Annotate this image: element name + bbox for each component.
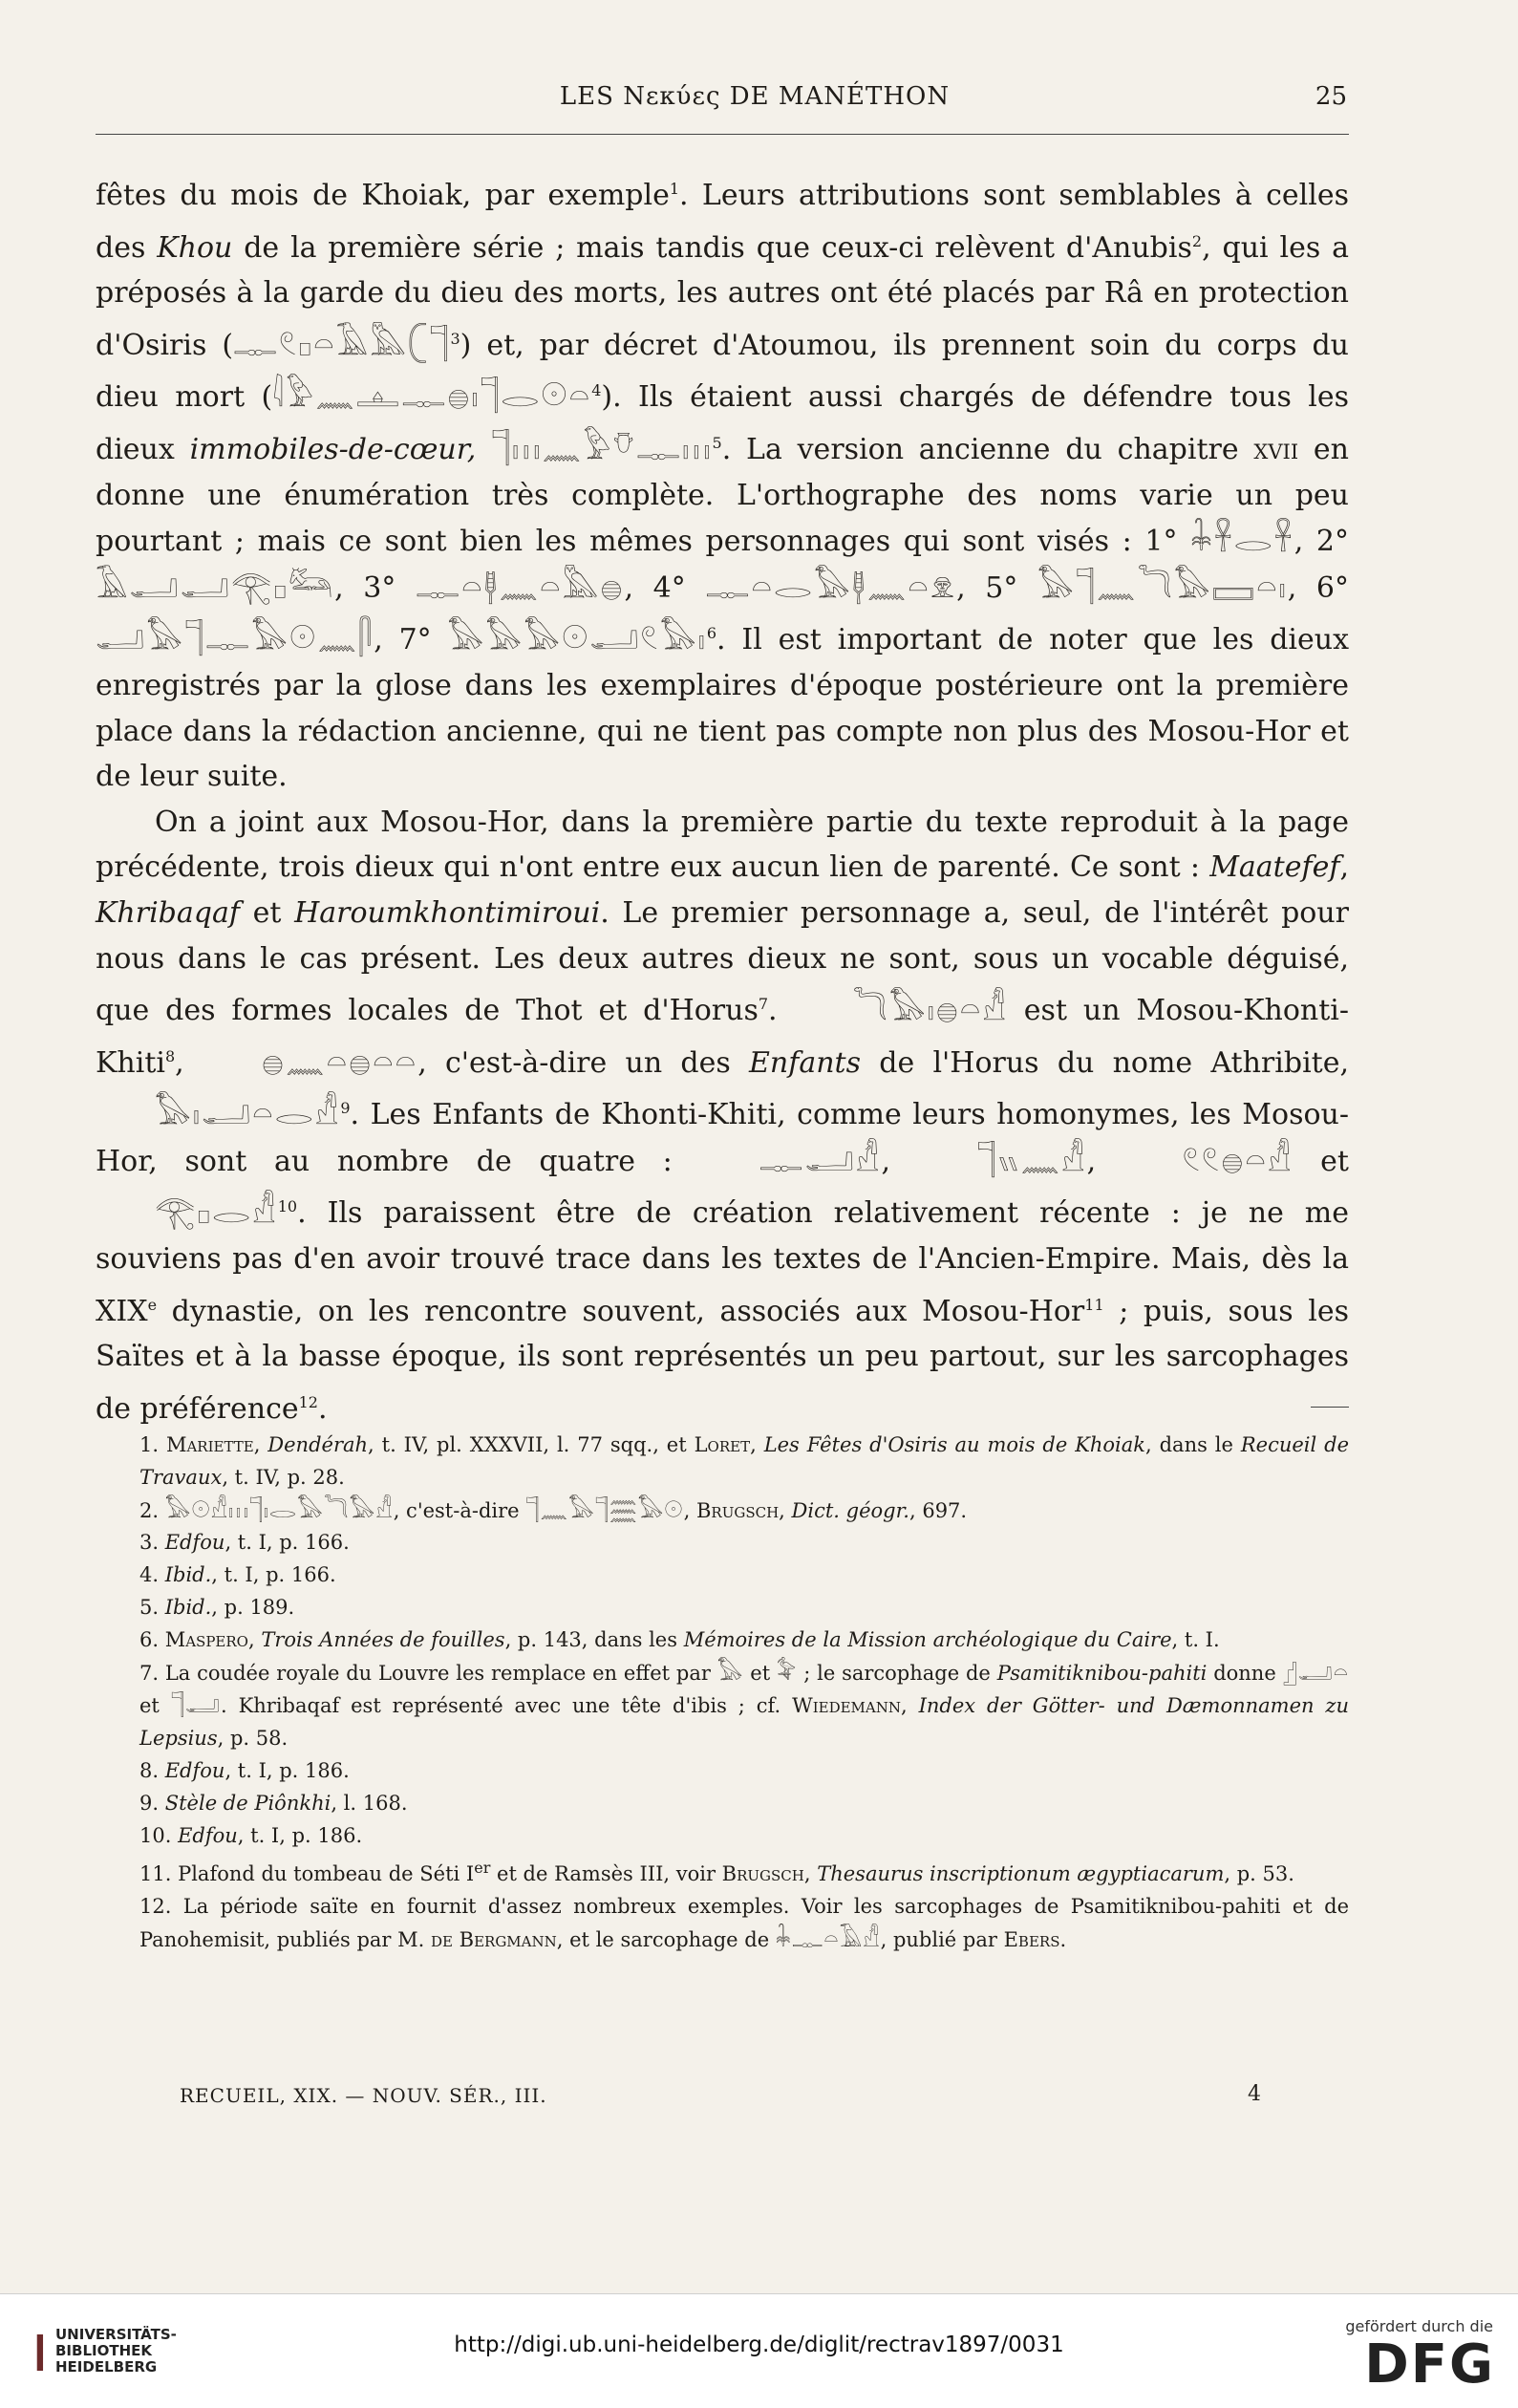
hieroglyph-group: 𓆓𓅃𓏤𓐍𓏏𓀭 [852, 990, 1008, 1029]
footnote-3: 3. Edfou, t. I, p. 166. [139, 1531, 350, 1555]
footnote-10: 10. Edfou, t. I, p. 186. [139, 1823, 363, 1847]
footnote-9: 9. Stèle de Piônkhi, l. 168. [139, 1791, 408, 1815]
footnote-5: 5. Ibid., p. 189. [139, 1595, 295, 1619]
footnote-ref: 7 [758, 995, 769, 1014]
permalink-url[interactable]: http://digi.ub.uni-heidelberg.de/diglit/rectrav1897/0031 [454, 2333, 1064, 2357]
hieroglyph-group: 𓅃𓏤𓂝𓏏𓂋𓀭 [155, 1094, 341, 1133]
chapter-number: xvii [1253, 432, 1299, 466]
footnote-11: 11. Plafond du tombeau de Séti Ier et de Ramsès III, voir Brugsch, Thesaurus inscriptionum ægyptiacarum, p. 53. [139, 1859, 1294, 1886]
hieroglyph-group: 𓇓𓊃𓏏𓄿𓀭 [775, 1924, 881, 1952]
footnote-12: 12. La période saïte en fournit d'assez nombreux exemples. Voir les sarcophages de Psamitiknibou-pahiti et de Panohemisit, publiés par M. de Bergmann, et le sarcophage de 𓇓𓊃𓏏𓄿𓀭, publié par Ebers. [96, 1891, 1349, 1957]
dfg-logo: DFG [1364, 2333, 1495, 2396]
hieroglyph-group: 𓊃𓏲𓊪𓏏𓄿𓅓𓍹𓊹 [233, 324, 451, 363]
hieroglyph-group: 𓅃𓊹𓈖𓆓𓅃𓈙𓏏𓏤 [1037, 567, 1288, 606]
hieroglyph-group: 𓅃𓅃𓅃𓇳𓂝𓏲𓅃𓏤 [447, 619, 707, 658]
paragraph-1: fêtes du mois de Khoiak, par exemple$^1$. Leurs attributions sont semblables à celles des Khou de la première série ; mais tandis que ceux-ci relèvent d'Anubis$^2$, qui les a préposés à la garde du dieu des morts, les autres ont été placés par Râ en protection d'Osiris (𓊃𓏲𓊪𓏏𓄿𓅓𓍹𓊹$^3$) et, par décret d'Atoumou, ils prennent soin du corps du dieu mort (𓇋𓅱𓈖𓊵𓊃𓐍𓏤𓊹𓂋𓇳𓏏$^4$). Ils étaient aussi chargés de défendre tous les dieux immobiles-de-cœur, 𓊹𓏥𓈖𓅱𓄣𓊃𓏥$^5$. La version ancienne du chapitre xvii en donne une énumération très complète. L'orthographe des noms varie un peu pourtant ; mais ce sont bien les mêmes personnages qui sont visés : 1° 𓇓𓋹𓂋𓋹, 2° 𓄿𓂝𓂝𓂀𓊪𓃛, 3° 𓊃𓏏𓊢𓈖𓏏𓅓𓐍, 4° 𓊃𓏏𓂋𓅃𓊢𓈖𓏏𓁷, 5° 𓅃𓊹𓈖𓆓𓅃𓈙𓏏𓏤, 6° 𓂝𓅃𓊹𓊃𓅃𓇳𓈖𓋴, 7° 𓅃𓅃𓅃𓇳𓂝𓏲𓅃𓏤$^6$. Il est important de noter que les dieux enregistrés par la glose dans les exemplaires d'époque postérieure ont la première place dans la rédaction ancienne, qui ne tient pas compte non plus des Mosou-Hor et de leur suite. [96, 179, 1350, 794]
digitization-footer [0, 2293, 1518, 2408]
term-immobiles: immobiles-de-cœur, [189, 432, 477, 466]
term-enfants: Enfants [749, 1045, 861, 1080]
footnote-rule [1311, 1407, 1349, 1408]
god-name: Haroumkhontimiroui [294, 895, 601, 930]
hieroglyph-group: 𓄿𓂝𓂝𓂀𓊪𓃛 [96, 567, 335, 606]
library-seal-icon: ❙ [25, 2329, 55, 2371]
hieroglyph-group: 𓅃𓇳𓀭𓏥𓊹𓏤𓂋𓅃𓆓𓅃𓀭 [164, 1495, 394, 1523]
funded-by-label: gefördert durch die [1345, 2317, 1493, 2335]
main-text [96, 166, 1349, 1431]
hieroglyph-group: 𓊨𓂝𓏏 [1282, 1658, 1349, 1686]
hieroglyph-group: 𓊹𓈖𓅃𓊹𓈗𓅃𓇳 [525, 1495, 684, 1523]
footnote-ref: 5 [712, 433, 722, 452]
footnote-ref: 8 [164, 1046, 176, 1065]
footnote-6: 6. Maspero, Trois Années de fouilles, p. 143, dans les Mémoires de la Mission archéologique du Caire, t. I. [139, 1627, 1220, 1651]
hieroglyph-group: 𓐍𓈖𓏏𓐍𓏏𓏏 [261, 1042, 418, 1081]
god-name: Maatefef [1209, 850, 1340, 885]
running-title: LES Νεκύες DE MANÉTHON [559, 82, 951, 111]
god-name: Khribaqaf [96, 895, 240, 930]
footnote-ref: 12 [298, 1392, 318, 1411]
hieroglyph-group: 𓊃𓂝𓀭 [759, 1140, 882, 1179]
footnote-1: 1. Mariette, Dendérah, t. IV, pl. XXXVII, l. 77 sqq., et Loret, Les Fêtes d'Osiris au mois de Khoiak, dans le Recueil de Travaux, t. IV, p. 28. [139, 1433, 1350, 1489]
footnote-8: 8. Edfou, t. I, p. 186. [139, 1758, 350, 1782]
hieroglyph-group: 𓊹𓏥𓈖𓅱𓄣𓊃𓏥 [491, 428, 713, 467]
term-khou: Khou [157, 230, 233, 265]
footnote-ref: 1 [669, 180, 680, 198]
page-number: 25 [1315, 82, 1347, 111]
footnote-ref: 11 [1084, 1295, 1104, 1314]
footnote-ref: 9 [340, 1099, 351, 1118]
footnote-7: 7. La coudée royale du Louvre les remplace en effet par 𓅃 et 𓅝 ; le sarcophage de Psamitiknibou-pahiti donne 𓊨𓂝𓏏 et 𓊹𓂝. Khribaqaf est représenté avec une tête d'ibis ; cf. Wiedemann, Index der Götter- und Dæmonnamen zu Lepsius, p. 58. [139, 1658, 1350, 1751]
paragraph-2: On a joint aux Mosou-Hor, dans la première partie du texte reproduit à la page précédente, trois dieux qui n'ont entre eux aucun lien de parenté. Ce sont : Maatefef, Khribaqaf et Haroumkhontimiroui. Le premier personnage a, seul, de l'intérêt pour nous dans le cas présent. Les deux autres dieux ne sont, sous un vocable déguisé, que des formes locales de Thot et d'Horus$^7$. 𓆓𓅃𓏤𓐍𓏏𓀭 est un Mosou-Khonti-Khiti$^8$, 𓐍𓈖𓏏𓐍𓏏𓏏, c'est-à-dire un des Enfants de l'Horus du nome Athribite, 𓅃𓏤𓂝𓏏𓂋𓀭$^9$. Les Enfants de Khonti-Khiti, comme leurs homonymes, les Mosou-Hor, sont au nombre de quatre : 𓊃𓂝𓀭, 𓊹𓏭𓈖𓀭, 𓏲𓏲𓐍𓏏𓀭 et 𓂀𓊪𓂋𓀭$^{10}$. Ils paraissent être de création relativement récente : je ne me souviens pas d'en avoir trouvé trace dans les textes de l'Ancien-Empire. Mais, dès la XIXe dynastie, on les rencontre souvent, associés aux Mosou-Hor$^{11}$ ; puis, sous les Saïtes et à la basse époque, ils sont représentés un peu partout, sur les sarcophages de préférence$^{12}$. [96, 805, 1350, 1426]
hieroglyph-group: 𓅝 [776, 1658, 798, 1686]
hieroglyph-group: 𓊹𓏭𓈖𓀭 [976, 1140, 1087, 1179]
footnote-ref: 4 [591, 381, 602, 400]
footnote-ref: 6 [706, 624, 717, 643]
hieroglyph-group: 𓊃𓏏𓊢𓈖𓏏𓅓𓐍 [415, 567, 625, 606]
ordinal-suffix: e [147, 1295, 158, 1314]
footnote-4: 4. Ibid., t. I, p. 166. [139, 1563, 336, 1587]
hieroglyph-group: 𓏲𓏲𓐍𓏏𓀭 [1182, 1140, 1294, 1179]
hieroglyph-group: 𓊹𓂝 [170, 1691, 221, 1719]
hieroglyph-group: 𓊃𓏏𓂋𓅃𓊢𓈖𓏏𓁷 [705, 567, 957, 606]
footnote-ref: 3 [450, 329, 460, 348]
footnote-ref: 2 [1191, 231, 1203, 250]
running-header [162, 82, 1347, 120]
library-name: UNIVERSITÄTS- BIBLIOTHEK HEIDELBERG [55, 2326, 177, 2376]
footnote-2: 2. 𓅃𓇳𓀭𓏥𓊹𓏤𓂋𓅃𓆓𓅃𓀭, c'est-à-dire 𓊹𓈖𓅃𓊹𓈗𓅃𓇳, Brugsch, Dict. géogr., 697. [96, 1494, 1349, 1528]
hieroglyph-group: 𓅃 [716, 1658, 744, 1686]
signature-number: 4 [1248, 2082, 1261, 2106]
signature-mark: RECUEIL, XIX. — NOUV. SÉR., III. [180, 2084, 547, 2107]
hieroglyph-group: 𓇓𓋹𓂋𓋹 [1190, 521, 1294, 560]
header-rule [96, 134, 1349, 135]
footnotes [96, 1430, 1349, 1957]
hieroglyph-group: 𓂀𓊪𓂋𓀭 [155, 1193, 278, 1232]
hieroglyph-group: 𓂝𓅃𓊹𓊃𓅃𓇳𓈖𓋴 [96, 619, 374, 658]
hieroglyph-group: 𓇋𓅱𓈖𓊵𓊃𓐍𓏤𓊹𓂋𓇳𓏏 [272, 376, 592, 416]
footnote-ref: 10 [277, 1197, 298, 1216]
